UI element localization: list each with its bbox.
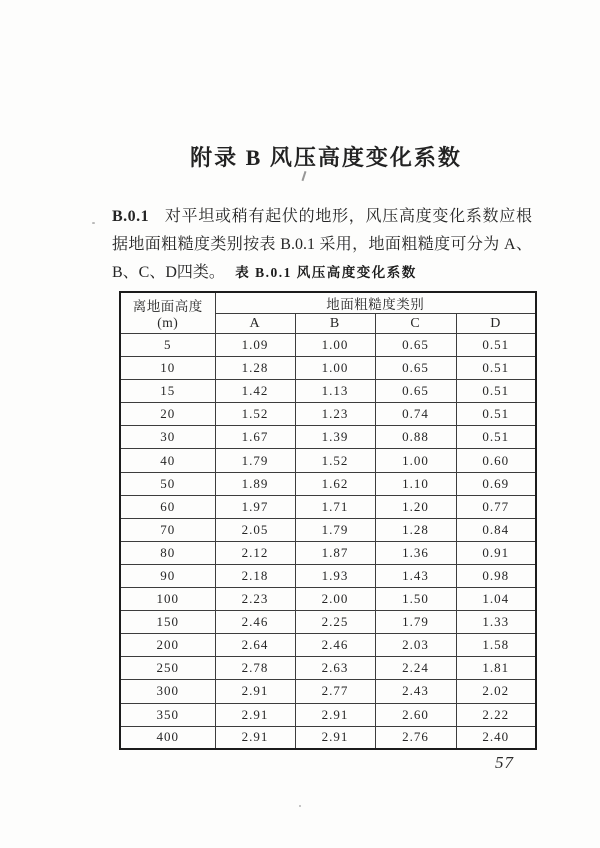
height-cell: 5 bbox=[120, 334, 215, 357]
scan-artifact-slash bbox=[301, 171, 306, 181]
coefficient-cell: 2.03 bbox=[375, 634, 456, 657]
height-cell: 70 bbox=[120, 518, 215, 541]
table-row bbox=[120, 380, 536, 403]
table-row bbox=[120, 564, 536, 587]
height-cell: 200 bbox=[120, 634, 215, 657]
clause-text: 对平坦或稍有起伏的地形，风压高度变化系数应根据地面粗糙度类别按表 B.0.1 采用，地面粗糙度可分为 A、B、C、D四类。 bbox=[112, 208, 532, 281]
coefficient-cell: 1.52 bbox=[295, 449, 375, 472]
coefficient-cell: 0.65 bbox=[375, 334, 456, 357]
coefficient-cell: 1.42 bbox=[215, 380, 295, 403]
coefficient-cell: 1.50 bbox=[375, 588, 456, 611]
coefficient-cell: 1.10 bbox=[375, 472, 456, 495]
coefficient-cell: 2.91 bbox=[295, 703, 375, 726]
height-cell: 150 bbox=[120, 611, 215, 634]
table-header-row-group bbox=[120, 292, 536, 314]
coefficient-cell: 1.79 bbox=[215, 449, 295, 472]
coefficient-cell: 2.60 bbox=[375, 703, 456, 726]
coefficient-cell: 2.43 bbox=[375, 680, 456, 703]
coefficient-cell: 2.63 bbox=[295, 657, 375, 680]
coefficient-cell: 2.23 bbox=[215, 588, 295, 611]
coefficient-cell: 2.02 bbox=[456, 680, 536, 703]
coefficient-cell: 1.00 bbox=[295, 334, 375, 357]
scan-artifact-tick bbox=[92, 222, 95, 224]
table-row bbox=[120, 657, 536, 680]
table-row bbox=[120, 472, 536, 495]
coefficient-cell: 2.05 bbox=[215, 518, 295, 541]
coefficient-cell: 1.09 bbox=[215, 334, 295, 357]
scan-artifact-dot bbox=[299, 805, 301, 807]
coefficient-cell: 0.74 bbox=[375, 403, 456, 426]
coefficient-cell: 0.65 bbox=[375, 380, 456, 403]
table-row bbox=[120, 449, 536, 472]
table-row bbox=[120, 334, 536, 357]
coefficient-cell: 2.22 bbox=[456, 703, 536, 726]
clause-label: B.0.1 bbox=[112, 208, 150, 225]
table-row bbox=[120, 541, 536, 564]
coefficient-table bbox=[119, 291, 537, 750]
coefficient-cell: 1.93 bbox=[295, 564, 375, 587]
height-cell: 400 bbox=[120, 726, 215, 749]
coefficient-cell: 1.79 bbox=[295, 518, 375, 541]
coefficient-cell: 1.79 bbox=[375, 611, 456, 634]
height-cell: 30 bbox=[120, 426, 215, 449]
coefficient-cell: 2.46 bbox=[215, 611, 295, 634]
coefficient-cell: 1.58 bbox=[456, 634, 536, 657]
coefficient-cell: 0.51 bbox=[456, 380, 536, 403]
roughness-group-header: 地面粗糙度类别 bbox=[215, 292, 536, 314]
coefficient-cell: 1.71 bbox=[295, 495, 375, 518]
height-cell: 250 bbox=[120, 657, 215, 680]
coefficient-cell: 0.51 bbox=[456, 403, 536, 426]
category-header-c: C bbox=[375, 314, 456, 334]
height-cell: 300 bbox=[120, 680, 215, 703]
coefficient-cell: 0.51 bbox=[456, 357, 536, 380]
coefficient-cell: 1.87 bbox=[295, 541, 375, 564]
coefficient-cell: 0.98 bbox=[456, 564, 536, 587]
coefficient-cell: 1.89 bbox=[215, 472, 295, 495]
coefficient-cell: 0.88 bbox=[375, 426, 456, 449]
coefficient-cell: 1.67 bbox=[215, 426, 295, 449]
table-body bbox=[120, 334, 536, 750]
table-row bbox=[120, 611, 536, 634]
height-cell: 100 bbox=[120, 588, 215, 611]
height-cell: 50 bbox=[120, 472, 215, 495]
coefficient-cell: 2.91 bbox=[215, 703, 295, 726]
coefficient-cell: 2.18 bbox=[215, 564, 295, 587]
height-cell: 60 bbox=[120, 495, 215, 518]
category-header-d: D bbox=[456, 314, 536, 334]
coefficient-cell: 0.77 bbox=[456, 495, 536, 518]
coefficient-cell: 1.36 bbox=[375, 541, 456, 564]
coefficient-cell: 2.24 bbox=[375, 657, 456, 680]
coefficient-cell: 1.04 bbox=[456, 588, 536, 611]
coefficient-cell: 0.60 bbox=[456, 449, 536, 472]
height-cell: 10 bbox=[120, 357, 215, 380]
coefficient-cell: 2.40 bbox=[456, 726, 536, 749]
coefficient-cell: 1.28 bbox=[375, 518, 456, 541]
coefficient-cell: 0.51 bbox=[456, 334, 536, 357]
height-cell: 90 bbox=[120, 564, 215, 587]
height-cell: 15 bbox=[120, 380, 215, 403]
height-cell: 350 bbox=[120, 703, 215, 726]
coefficient-cell: 1.33 bbox=[456, 611, 536, 634]
coefficient-cell: 1.00 bbox=[295, 357, 375, 380]
table-row bbox=[120, 726, 536, 749]
coefficient-cell: 2.64 bbox=[215, 634, 295, 657]
category-header-b: B bbox=[295, 314, 375, 334]
height-cell: 40 bbox=[120, 449, 215, 472]
coefficient-cell: 0.65 bbox=[375, 357, 456, 380]
coefficient-cell: 0.69 bbox=[456, 472, 536, 495]
coefficient-cell: 1.23 bbox=[295, 403, 375, 426]
coefficient-cell: 2.91 bbox=[215, 680, 295, 703]
coefficient-cell: 0.91 bbox=[456, 541, 536, 564]
height-cell: 20 bbox=[120, 403, 215, 426]
coefficient-cell: 2.78 bbox=[215, 657, 295, 680]
coefficient-cell: 1.62 bbox=[295, 472, 375, 495]
table-row bbox=[120, 634, 536, 657]
coefficient-cell: 1.43 bbox=[375, 564, 456, 587]
coefficient-cell: 1.52 bbox=[215, 403, 295, 426]
coefficient-cell: 2.25 bbox=[295, 611, 375, 634]
table-row bbox=[120, 680, 536, 703]
coefficient-cell: 1.39 bbox=[295, 426, 375, 449]
table-row bbox=[120, 703, 536, 726]
table-caption: 表 B.0.1 风压高度变化系数 bbox=[235, 265, 417, 280]
coefficient-cell: 2.77 bbox=[295, 680, 375, 703]
coefficient-cell: 2.76 bbox=[375, 726, 456, 749]
table-row bbox=[120, 426, 536, 449]
page-number: 57 bbox=[495, 753, 514, 772]
coefficient-cell: 1.00 bbox=[375, 449, 456, 472]
height-cell: 80 bbox=[120, 541, 215, 564]
coefficient-cell: 2.91 bbox=[295, 726, 375, 749]
table-row bbox=[120, 518, 536, 541]
table-row bbox=[120, 403, 536, 426]
table-row bbox=[120, 495, 536, 518]
coefficient-cell: 1.81 bbox=[456, 657, 536, 680]
coefficient-cell: 2.12 bbox=[215, 541, 295, 564]
category-header-a: A bbox=[215, 314, 295, 334]
coefficient-cell: 1.20 bbox=[375, 495, 456, 518]
coefficient-cell: 1.28 bbox=[215, 357, 295, 380]
page-title: 附录 B 风压高度变化系数 bbox=[190, 144, 462, 170]
coefficient-cell: 2.46 bbox=[295, 634, 375, 657]
table-row bbox=[120, 588, 536, 611]
height-column-header: 离地面高度 (m) bbox=[120, 292, 215, 334]
coefficient-cell: 2.91 bbox=[215, 726, 295, 749]
coefficient-cell: 2.00 bbox=[295, 588, 375, 611]
coefficient-cell: 0.84 bbox=[456, 518, 536, 541]
table-row bbox=[120, 357, 536, 380]
coefficient-cell: 1.13 bbox=[295, 380, 375, 403]
coefficient-cell: 1.97 bbox=[215, 495, 295, 518]
coefficient-cell: 0.51 bbox=[456, 426, 536, 449]
